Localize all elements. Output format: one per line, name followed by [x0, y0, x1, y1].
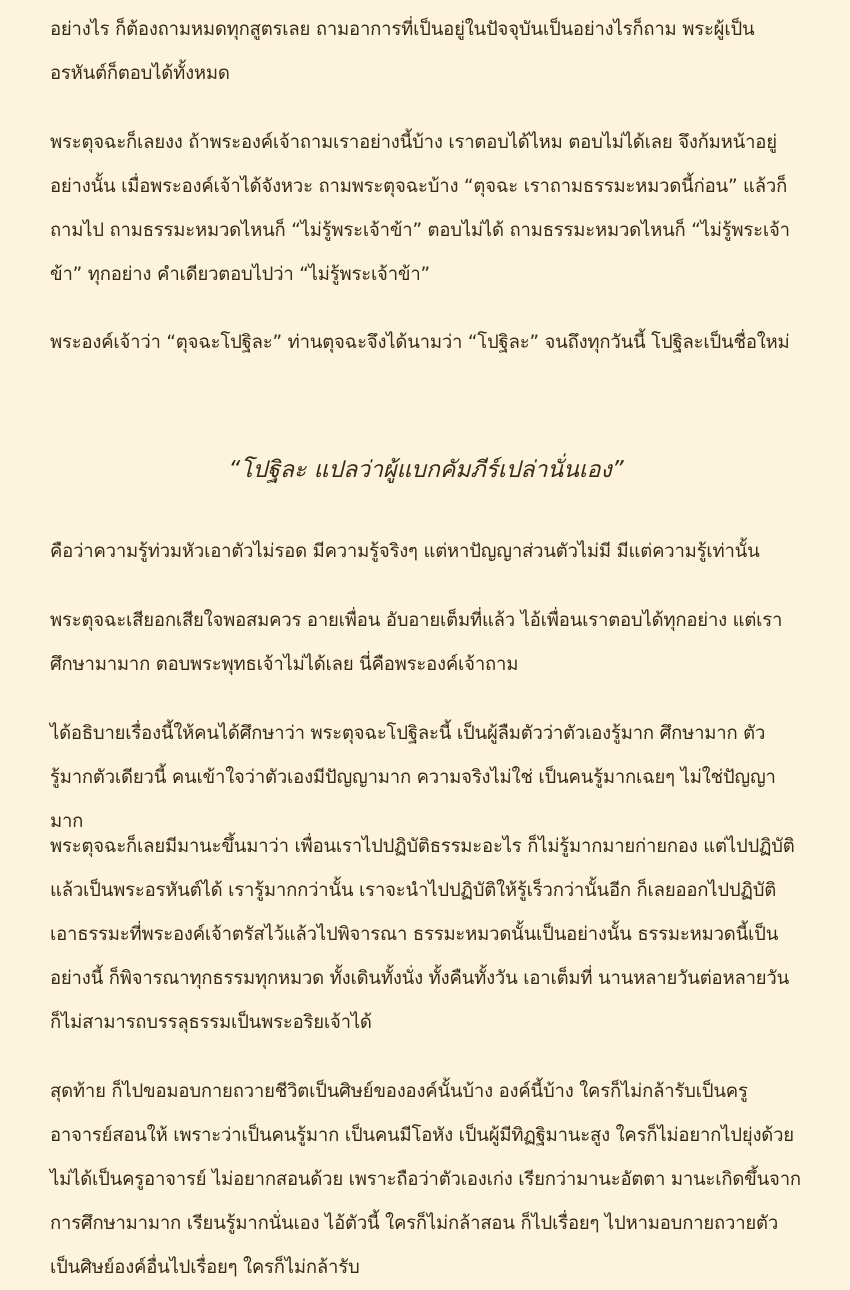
paragraph-4: คือว่าความรู้ท่วมหัวเอาตัวไม่รอด มีความรู้จริงๆ แต่หาปัญญาส่วนตัวไม่มี มีแต่ความรู้เท่านั้น [50, 541, 760, 562]
pull-quote: “โปฐิละ แปลว่าผู้แบกคัมภีร์เปล่านั่นเอง” [228, 457, 624, 483]
paragraph-1: อย่างไร ก็ต้องถามหมดทุกสูตรเลย ถามอาการที่เป็นอยู่ในปัจจุบันเป็นอย่างไรก็ถาม พระผู้เป็นอรหันต์ก็ตอบได้ทั้งหมด [50, 19, 755, 84]
paragraph-5: พระตุจฉะเสียอกเสียใจพอสมควร อายเพื่อน อับอายเต็มที่แล้ว ไอ้เพื่อนเราตอบได้ทุกอย่าง แต่เราศึกษามามาก ตอบพระพุทธเจ้าไม่ได้เลย นี่คือพระองค์เจ้าถาม [50, 610, 783, 675]
paragraph-7: พระตุจฉะก็เลยมีมานะขึ้นมาว่า เพื่อนเราไปปฏิบัติธรรมะอะไร ก็ไม่รู้มากมายก่ายกอง แต่ไปปฏิบัติแล้วเป็นพระอรหันต์ได้ เรารู้มากกว่านั้น เราจะนำไปปฏิบัติให้รู้เร็วกว่านั้นอีก ก็เลยออกไปปฏิบัติ เอาธรรมะที่พระองค์เจ้าตรัสไว้แล้วไปพิจารณา ธรรมะหมวดนั้นเป็นอย่างนั้น ธรรมะหมวดนี้เป็นอย่างนี้ ก็พิจารณาทุกธรรมทุกหมวด ทั้งเดินทั้งนั่ง ทั้งคืนทั้งวัน เอาเต็มที่ นานหลายวันต่อหลายวัน ก็ไม่สามารถบรรลุธรรมเป็นพระอริยเจ้าได้ [50, 836, 795, 1033]
paragraph-6: ได้อธิบายเรื่องนี้ให้คนได้ศึกษาว่า พระตุจฉะโปฐิละนี้ เป็นผู้ลืมตัวว่าตัวเองรู้มาก ศึกษามาก ตัวรู้มากตัวเดียวนี้ คนเข้าใจว่าตัวเองมีปัญญามาก ความจริงไม่ใช่ เป็นคนรู้มากเฉยๆ ไม่ใช่ปัญญามาก [50, 723, 776, 832]
paragraph-3: พระองค์เจ้าว่า “ตุจฉะโปฐิละ” ท่านตุจฉะจึงได้นามว่า “โปฐิละ” จนถึงทุกวันนี้ โปฐิละเป็นชื่อใหม่ [50, 332, 790, 353]
paragraph-2: พระตุจฉะก็เลยงง ถ้าพระองค์เจ้าถามเราอย่างนี้บ้าง เราตอบได้ไหม ตอบไม่ได้เลย จึงก้มหน้าอยู่อย่างนั้น เมื่อพระองค์เจ้าได้จังหวะ ถามพระตุจฉะบ้าง “ตุจฉะ เราถามธรรมะหมวดนี้ก่อน” แล้วก็ถามไป ถามธรรมะหมวดไหนก็ “ไม่รู้พระเจ้าข้า” ตอบไม่ได้ ถามธรรมะหมวดไหนก็ “ไม่รู้พระเจ้าข้า” ทุกอย่าง คำเดียวตอบไปว่า “ไม่รู้พระเจ้าข้า” [50, 132, 790, 285]
paragraph-8: สุดท้าย ก็ไปขอมอบกายถวายชีวิตเป็นศิษย์ขององค์นั้นบ้าง องค์นี้บ้าง ใครก็ไม่กล้ารับเป็นครูอาจารย์สอนให้ เพราะว่าเป็นคนรู้มาก เป็นคนมีโอหัง เป็นผู้มีทิฏฐิมานะสูง ใครก็ไม่อยากไปยุ่งด้วย ไม่ได้เป็นครูอาจารย์ ไม่อยากสอนด้วย เพราะถือว่าตัวเองเก่ง เรียกว่ามานะอัตตา มานะเกิดขึ้นจากการศึกษามามาก เรียนรู้มากนั่นเอง ไอ้ตัวนี้ ใครก็ไม่กล้าสอน ก็ไปเรื่อยๆ ไปหามอบกายถวายตัวเป็นศิษย์องค์อื่นไปเรื่อยๆ ใครก็ไม่กล้ารับ [50, 1081, 801, 1278]
